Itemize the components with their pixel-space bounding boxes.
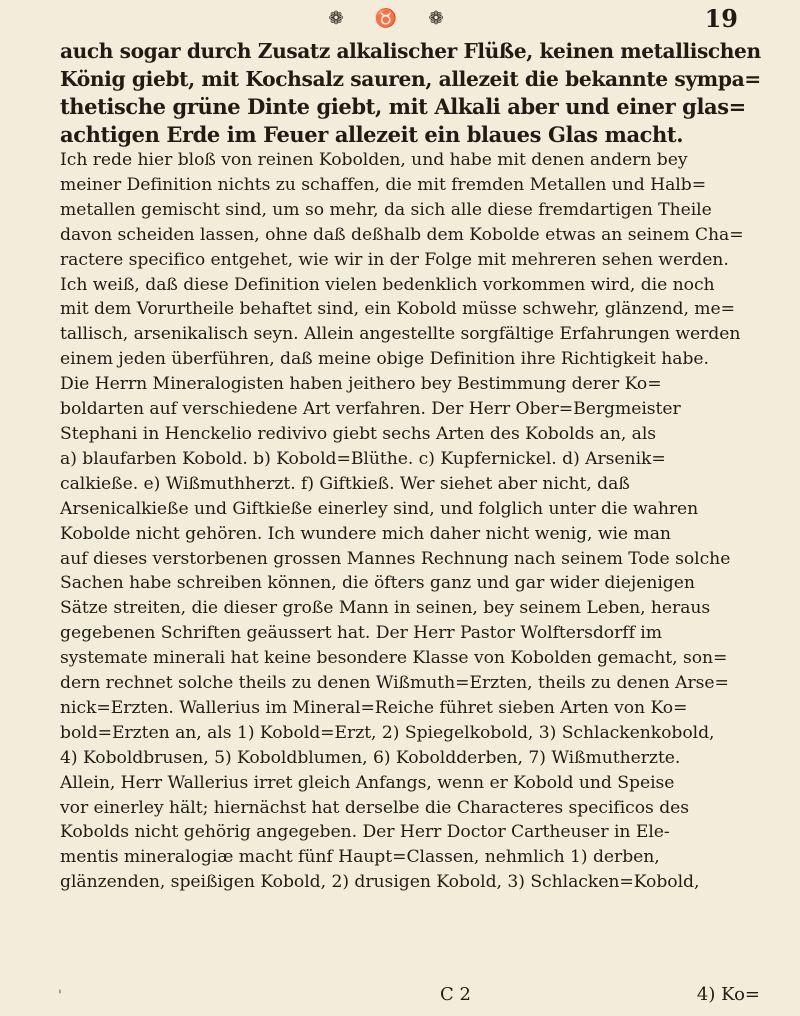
text-line: nick=Erzten. Wallerius im Mineral=Reiche führet sieben Arten von Ko= (60, 697, 688, 718)
text-line: meiner Definition nichts zu schaffen, die mit fremden Metallen und Halb= (60, 174, 707, 195)
edge-mark: ' (58, 988, 62, 1004)
text-line: Sätze streiten, die dieser große Mann in seinen, bey seinem Leben, heraus (60, 598, 711, 619)
text-line: einem jeden überführen, daß meine obige Definition ihre Richtigkeit habe. (60, 349, 709, 370)
text-line: boldarten auf verschiedene Art verfahren. Der Herr Ober=Bergmeister (60, 399, 681, 420)
text-line: davon scheiden lassen, ohne daß deßhalb dem Kobolde etwas an seinem Cha= (60, 224, 744, 245)
lead-line: thetische grüne Dinte giebt, mit Alkali aber und einer glas= (60, 94, 746, 119)
text-line: Ich weiß, daß diese Definition vielen bedenklich vorkommen wird, die noch (60, 274, 715, 295)
text-line: systemate minerali hat keine besondere Klasse von Kobolden gemacht, son= (60, 648, 728, 669)
lead-line: König giebt, mit Kochsalz sauren, allezeit die bekannte sympa= (60, 66, 761, 91)
lead-line: achtigen Erde im Feuer allezeit ein blaues Glas macht. (60, 121, 684, 147)
text-line: Kobolde nicht gehören. Ich wundere mich daher nicht wenig, wie man (60, 523, 671, 544)
text-line: auf dieses verstorbenen grossen Mannes Rechnung nach seinem Tode solche (60, 548, 731, 569)
body-text (60, 38, 762, 895)
text-line: Arsenicalkieße und Giftkieße einerley sind, und folglich unter die wahren (60, 498, 699, 519)
flower-ornament-icon: ❁ (428, 7, 444, 29)
text-line: ractere specifico entgehet, wie wir in der Folge mit mehreren sehen werden. (60, 249, 729, 270)
text-line: mit dem Vorurtheile behaftet sind, ein Kobold müsse schwehr, glänzend, me= (60, 299, 735, 320)
lead-line: auch sogar durch Zusatz alkalischer Flüße, keinen metallischen (60, 39, 761, 63)
text-line: bold=Erzten an, als 1) Kobold=Erzt, 2) Spiegelkobold, 3) Schlackenkobold, (60, 722, 715, 743)
catchword: 4) Ko= (696, 984, 760, 1005)
text-line: 4) Koboldbrusen, 5) Koboldblumen, 6) Koboldderben, 7) Wißmutherzte. (60, 747, 681, 768)
text-line: Allein, Herr Wallerius irret gleich Anfangs, wenn er Kobold und Speise (60, 772, 675, 793)
text-line: Ich rede hier bloß von reinen Kobolden, und habe mit denen andern bey (60, 150, 688, 170)
text-line: gegebenen Schriften geäussert hat. Der Herr Pastor Wolftersdorff im (60, 623, 662, 644)
text-line: Stephani in Henckelio redivivo giebt sechs Arten des Kobolds an, als (60, 423, 657, 444)
text-line: calkieße. e) Wißmuthherzt. f) Giftkieß. Wer siehet aber nicht, daß (60, 473, 630, 494)
crest-ornament-icon: ♉ (374, 7, 398, 29)
signature-mark: C 2 (440, 984, 471, 1005)
page-header (0, 2, 800, 34)
text-line: a) blaufarben Kobold. b) Kobold=Blüthe. c) Kupfernickel. d) Arsenik= (60, 448, 666, 469)
text-line: mentis mineralogiæ macht fünf Haupt=Classen, nehmlich 1) derben, (60, 847, 660, 868)
text-line: vor einerley hält; hiernächst hat derselbe die Characteres specificos des (60, 797, 690, 818)
text-line: glänzenden, speißigen Kobold, 2) drusigen Kobold, 3) Schlacken=Kobold, (60, 872, 700, 893)
text-line: metallen gemischt sind, um so mehr, da sich alle diese fremdartigen Theile (60, 199, 712, 220)
text-line: dern rechnet solche theils zu denen Wißmuth=Erzten, theils zu denen Arse= (60, 673, 729, 694)
page-number: 19 (704, 4, 738, 33)
text-line: Sachen habe schreiben können, die öfters ganz und gar wider diejenigen (60, 573, 695, 594)
text-line: Kobolds nicht gehörig angegeben. Der Herr Doctor Cartheuser in Ele- (60, 822, 670, 843)
flower-ornament-icon: ❁ (328, 7, 344, 29)
page-footer (0, 984, 800, 1010)
text-line: Die Herrn Mineralogisten haben jeithero bey Bestimmung derer Ko= (60, 374, 662, 395)
text-line: tallisch, arsenikalisch seyn. Allein angestellte sorgfältige Erfahrungen werden (60, 324, 741, 345)
